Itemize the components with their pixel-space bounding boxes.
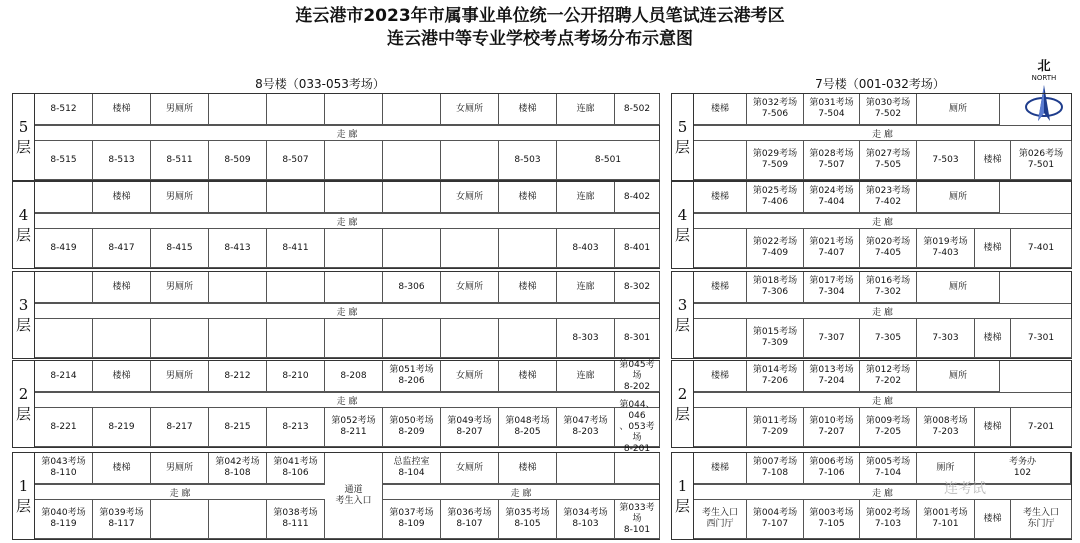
corridor: 走 廊 [35,213,659,229]
room-cell: 8-212 [209,361,267,392]
room-cell: 7-401 [1011,229,1072,268]
room-cell: 连廊 [557,272,615,303]
room-cell: 第004考场 7-107 [747,500,804,539]
room-cell: 第037考场 8-109 [383,500,441,539]
floor-label [672,182,694,268]
room-cell: 8-415 [151,229,209,268]
room-cell [383,319,441,358]
room-cell: 7-303 [917,319,975,358]
floor-3-b7 [671,271,1072,359]
floor-label [672,94,694,180]
room-cell: 8-208 [325,361,383,392]
floor-char: 层 [674,497,690,515]
floor-2-b8 [12,359,660,454]
room-cell [35,182,93,213]
room-cell: 第029考场 7-509 [747,141,804,180]
room-cell [325,229,383,268]
floor-label [672,272,694,358]
room-cell: 8-411 [267,229,325,268]
room-cell [325,182,383,213]
corridor: 走 廊 [694,213,1071,229]
room-cell: 8-221 [35,408,93,447]
room-cell [441,319,499,358]
north-char: 北 [1037,59,1051,74]
floor-5-b7 [671,93,1072,181]
corridor: 走 廊 [383,484,659,500]
room-cell [267,272,325,303]
room-cell: 第003考场 7-105 [804,500,860,539]
room-cell [499,229,557,268]
room-cell: 第039考场 8-117 [93,500,151,539]
floor-number: 5 [677,118,688,136]
room-cell: 第051考场 8-206 [383,361,441,392]
corridor: 走 廊 [694,392,1071,408]
room-cell: 8-509 [209,141,267,180]
room-cell: 8-402 [615,182,660,213]
floor-char: 层 [15,138,31,156]
room-cell: 第045考场 8-202 [615,361,660,392]
room-cell [209,94,267,125]
floor-number: 3 [677,296,688,314]
room-cell: 8-501 [557,141,660,180]
room-cell: 连廊 [557,361,615,392]
room-cell [209,319,267,358]
room-cell: 楼梯 [499,94,557,125]
room-cell [694,408,747,447]
room-cell [267,94,325,125]
room-cell: 8-403 [557,229,615,268]
room-cell: 楼梯 [975,319,1011,358]
room-cell: 总监控室 8-104 [383,453,441,484]
room-cell: 第011考场 7-209 [747,408,804,447]
floor-1-b7 [671,452,1072,540]
room-cell [325,94,383,125]
floor-number: 4 [18,206,29,224]
room-cell: 第032考场 7-506 [747,94,804,125]
floor-number: 5 [18,118,29,136]
corridor: 走 廊 [35,125,659,141]
floor-label [13,272,35,358]
room-cell: 楼梯 [694,272,747,303]
room-cell [383,141,441,180]
floor-number: 1 [18,477,29,495]
room-cell: 女厕所 [441,272,499,303]
room-cell: 第006考场 7-106 [804,453,860,484]
room-cell [267,319,325,358]
room-cell: 男厕所 [151,453,209,484]
room-cell: 第042考场 8-108 [209,453,267,484]
building-7-label: 7号楼（001-032考场） [815,77,945,91]
room-cell: 第010考场 7-207 [804,408,860,447]
floor-2-b7 [671,360,1072,448]
room-cell: 楼梯 [93,453,151,484]
room-cell: 第019考场 7-403 [917,229,975,268]
room-cell: 楼梯 [694,182,747,213]
room-cell: 第024考场 7-404 [804,182,860,213]
room-cell: 8-301 [615,319,660,358]
room-cell: 考生入口 东门厅 [1011,500,1072,539]
room-cell: 8-419 [35,229,93,268]
room-cell [325,319,383,358]
room-cell: 楼梯 [694,94,747,125]
room-cell: 厕所 [917,94,1000,125]
room-cell: 楼梯 [93,182,151,213]
room-cell [93,319,151,358]
floor-label [13,361,35,447]
room-cell: 8-502 [615,94,660,125]
room-cell: 8-417 [93,229,151,268]
room-cell: 7-305 [860,319,917,358]
room-cell: 第009考场 7-205 [860,408,917,447]
floor-4-b7 [671,181,1072,269]
corridor: 走 廊 [694,125,1071,141]
room-cell: 女厕所 [441,361,499,392]
room-cell: 8-219 [93,408,151,447]
room-cell: 7-503 [917,141,975,180]
room-cell: 第030考场 7-502 [860,94,917,125]
room-cell: 8-503 [499,141,557,180]
room-cell: 楼梯 [499,272,557,303]
room-cell: 8-507 [267,141,325,180]
room-cell: 楼梯 [975,500,1011,539]
room-cell: 第027考场 7-505 [860,141,917,180]
floor-number: 3 [18,296,29,314]
room-cell: 8-303 [557,319,615,358]
room-cell: 第041考场 8-106 [267,453,325,484]
room-cell: 8-302 [615,272,660,303]
floor-label [13,94,35,180]
room-cell: 楼梯 [975,141,1011,180]
room-cell [35,319,93,358]
room-cell: 楼梯 [93,94,151,125]
room-cell: 考生入口 西门厅 [694,500,747,539]
room-cell: 女厕所 [441,182,499,213]
floor-char: 层 [674,316,690,334]
room-cell: 8-512 [35,94,93,125]
room-cell: 8-210 [267,361,325,392]
room-cell: 8-306 [383,272,441,303]
room-cell: 8-214 [35,361,93,392]
room-cell [151,319,209,358]
page-title: 连云港市2023年市属事业单位统一公开招聘人员笔试连云港考区 [295,6,785,26]
corridor: 走 廊 [35,484,325,500]
room-cell [151,500,209,539]
room-cell: 第031考场 7-504 [804,94,860,125]
room-cell [499,319,557,358]
room-cell [209,182,267,213]
floor-5-b8 [12,93,660,181]
corridor: 走 廊 [694,303,1071,319]
floor-number: 2 [18,385,29,403]
room-cell: 8-401 [615,229,660,268]
room-cell: 男厕所 [151,272,209,303]
room-cell: 厕所 [917,453,975,484]
room-cell: 楼梯 [694,361,747,392]
room-cell: 男厕所 [151,94,209,125]
room-cell: 第043考场 8-110 [35,453,93,484]
room-cell [615,453,660,484]
room-cell [441,229,499,268]
room-cell: 第017考场 7-304 [804,272,860,303]
room-cell: 第023考场 7-402 [860,182,917,213]
room-cell: 8-213 [267,408,325,447]
building-8-label: 8号楼（033-053考场） [255,77,385,91]
room-cell: 第002考场 7-103 [860,500,917,539]
floor-char: 层 [674,405,690,423]
room-cell: 第052考场 8-211 [325,408,383,447]
room-cell: 第036考场 8-107 [441,500,499,539]
room-cell: 第012考场 7-202 [860,361,917,392]
room-cell: 第034考场 8-103 [557,500,615,539]
floor-number: 1 [677,477,688,495]
room-cell: 第050考场 8-209 [383,408,441,447]
floor-label [13,182,35,268]
room-cell: 8-515 [35,141,93,180]
room-cell [325,272,383,303]
room-cell: 连廊 [557,94,615,125]
floor-label [672,361,694,447]
corridor: 走 廊 [35,303,659,319]
floor-number: 2 [677,385,688,403]
room-cell: 楼梯 [694,453,747,484]
room-cell: 第016考场 7-302 [860,272,917,303]
room-cell: 楼梯 [975,229,1011,268]
room-cell [209,500,267,539]
room-cell: 楼梯 [499,453,557,484]
room-cell: 女厕所 [441,453,499,484]
room-cell: 男厕所 [151,361,209,392]
floor-3-b8 [12,271,660,359]
room-cell: 第013考场 7-204 [804,361,860,392]
floor-char: 层 [15,497,31,515]
room-cell: 第038考场 8-111 [267,500,325,539]
room-cell: 楼梯 [975,408,1011,447]
room-cell: 厕所 [917,182,1000,213]
room-cell [694,229,747,268]
floor-char: 层 [15,405,31,423]
room-cell [383,182,441,213]
room-cell: 8-217 [151,408,209,447]
room-cell: 男厕所 [151,182,209,213]
room-cell [383,94,441,125]
room-cell: 考务办 102 [975,453,1071,484]
watermark: 连考试 [944,481,986,497]
room-cell: 第005考场 7-104 [860,453,917,484]
floor-label [672,453,694,539]
floor-label [13,453,35,539]
room-cell [267,182,325,213]
room-cell: 楼梯 [499,361,557,392]
floor-number: 4 [677,206,688,224]
room-cell [325,141,383,180]
floor-char: 层 [15,226,31,244]
room-cell: 7-201 [1011,408,1072,447]
room-cell: 第033考场 8-101 [615,500,660,539]
floor-char: 层 [674,226,690,244]
room-cell: 第040考场 8-119 [35,500,93,539]
room-cell: 楼梯 [93,361,151,392]
floor-4-b8 [12,181,660,269]
room-cell: 第044、046 、053考场 8-201 [615,408,660,447]
corridor: 走 廊 [35,392,659,408]
corridor: 走 廊 [694,484,1071,500]
room-cell [35,272,93,303]
room-cell: 第020考场 7-405 [860,229,917,268]
room-cell: 连廊 [557,182,615,213]
room-cell: 8-413 [209,229,267,268]
room-cell: 第026考场 7-501 [1011,141,1072,180]
room-cell [209,272,267,303]
room-cell: 第001考场 7-101 [917,500,975,539]
room-cell: 第018考场 7-306 [747,272,804,303]
room-cell: 8-511 [151,141,209,180]
room-cell [557,453,615,484]
room-cell [441,141,499,180]
room-cell: 楼梯 [93,272,151,303]
north-en: NORTH [1031,74,1057,82]
room-cell: 第048考场 8-205 [499,408,557,447]
room-cell: 8-215 [209,408,267,447]
room-cell: 楼梯 [499,182,557,213]
room-cell: 第047考场 8-203 [557,408,615,447]
room-cell: 7-307 [804,319,860,358]
entrance-passage: 通道 考生入口 [325,453,383,539]
room-cell: 第021考场 7-407 [804,229,860,268]
room-cell: 8-513 [93,141,151,180]
room-cell: 第025考场 7-406 [747,182,804,213]
floor-1-b8 [12,452,660,540]
page-subtitle: 连云港中等专业学校考点考场分布示意图 [387,29,693,49]
room-cell: 厕所 [917,272,1000,303]
room-cell: 第022考场 7-409 [747,229,804,268]
floor-char: 层 [15,316,31,334]
room-cell [383,229,441,268]
floor-char: 层 [674,138,690,156]
room-cell: 第035考场 8-105 [499,500,557,539]
room-cell: 7-301 [1011,319,1072,358]
room-cell: 厕所 [917,361,1000,392]
room-cell [694,141,747,180]
room-cell: 第028考场 7-507 [804,141,860,180]
room-cell [694,319,747,358]
room-cell: 第008考场 7-203 [917,408,975,447]
room-cell: 女厕所 [441,94,499,125]
room-cell: 第015考场 7-309 [747,319,804,358]
room-cell: 第007考场 7-108 [747,453,804,484]
room-cell: 第049考场 8-207 [441,408,499,447]
room-cell: 第014考场 7-206 [747,361,804,392]
